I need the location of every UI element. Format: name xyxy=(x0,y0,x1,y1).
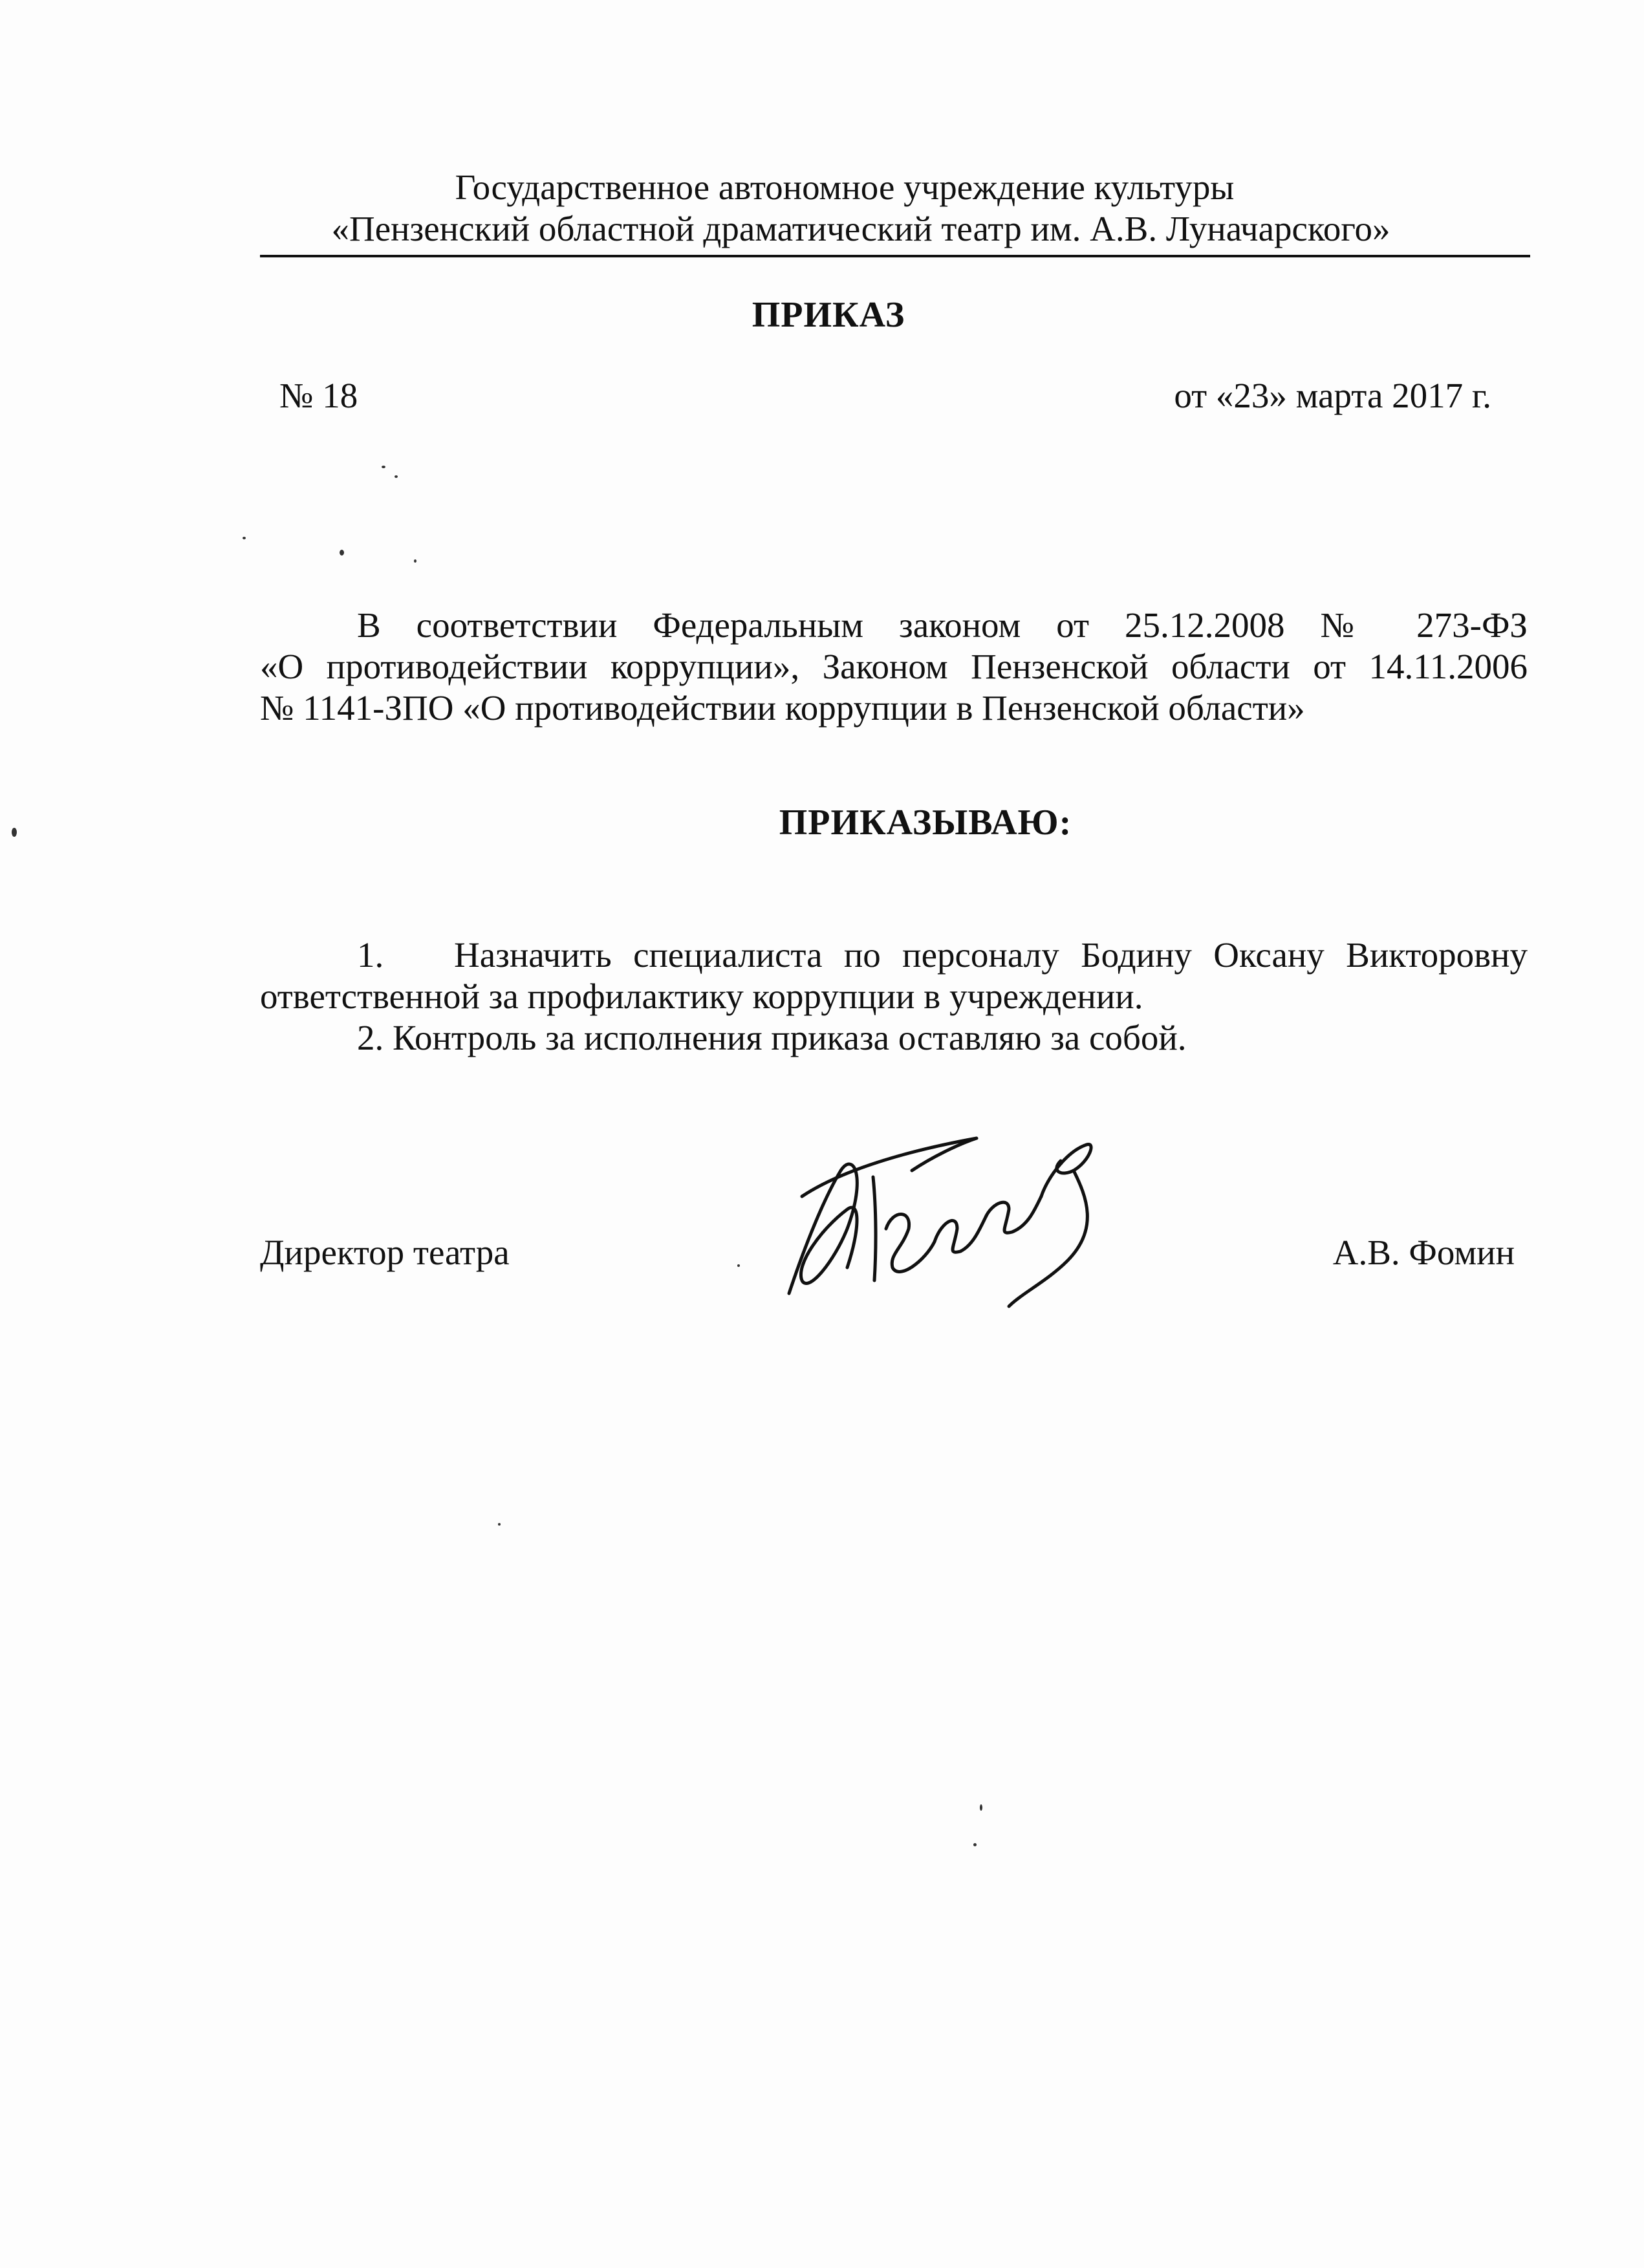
scan-speck xyxy=(382,466,385,468)
scan-speck xyxy=(243,537,246,539)
order-date: от «23» марта 2017 г. xyxy=(1174,376,1491,415)
preamble-line: «О противодействии коррупции», Законом Пензенской области от 14.11.2006 xyxy=(260,647,1528,686)
scan-speck xyxy=(340,550,344,556)
scan-speck xyxy=(980,1804,982,1811)
scan-speck xyxy=(498,1523,501,1526)
signer-name: А.В. Фомин xyxy=(1332,1233,1515,1272)
order-items-list xyxy=(260,934,1528,1059)
list-item xyxy=(260,934,1528,976)
order-title: ПРИКАЗ xyxy=(752,295,905,335)
scan-speck xyxy=(12,828,17,837)
organization-name-line-1: Государственное автономное учреждение культуры xyxy=(455,167,1235,207)
scan-speck xyxy=(395,475,398,478)
header-divider xyxy=(260,255,1530,257)
scan-speck xyxy=(737,1264,740,1267)
list-item: 2. Контроль за исполнения приказа оставляю за собой. xyxy=(357,1018,1187,1057)
list-item-number: 1. xyxy=(357,935,384,975)
list-item-text: Назначить специалиста по персоналу Бодину Оксану Викторовну xyxy=(454,935,1528,975)
preamble-paragraph xyxy=(260,605,1528,729)
signer-title: Директор театра xyxy=(260,1233,510,1272)
preamble-line: № 1141-ЗПО «О противодействии коррупции в Пензенской области» xyxy=(260,688,1305,728)
organization-name-line-2: «Пензенский областной драматический театр им. А.В. Луначарского» xyxy=(331,209,1390,248)
order-verb-heading: ПРИКАЗЫВАЮ: xyxy=(779,803,1072,843)
list-item-continuation: ответственной за профилактику коррупции в учреждении. xyxy=(260,977,1143,1016)
scan-speck xyxy=(973,1843,977,1846)
order-number: № 18 xyxy=(279,376,358,415)
scan-speck xyxy=(414,559,416,563)
preamble-line: В соответствии Федеральным законом от 25.12.2008 № 273-ФЗ xyxy=(357,605,1528,645)
handwritten-signature xyxy=(763,1099,1125,1319)
